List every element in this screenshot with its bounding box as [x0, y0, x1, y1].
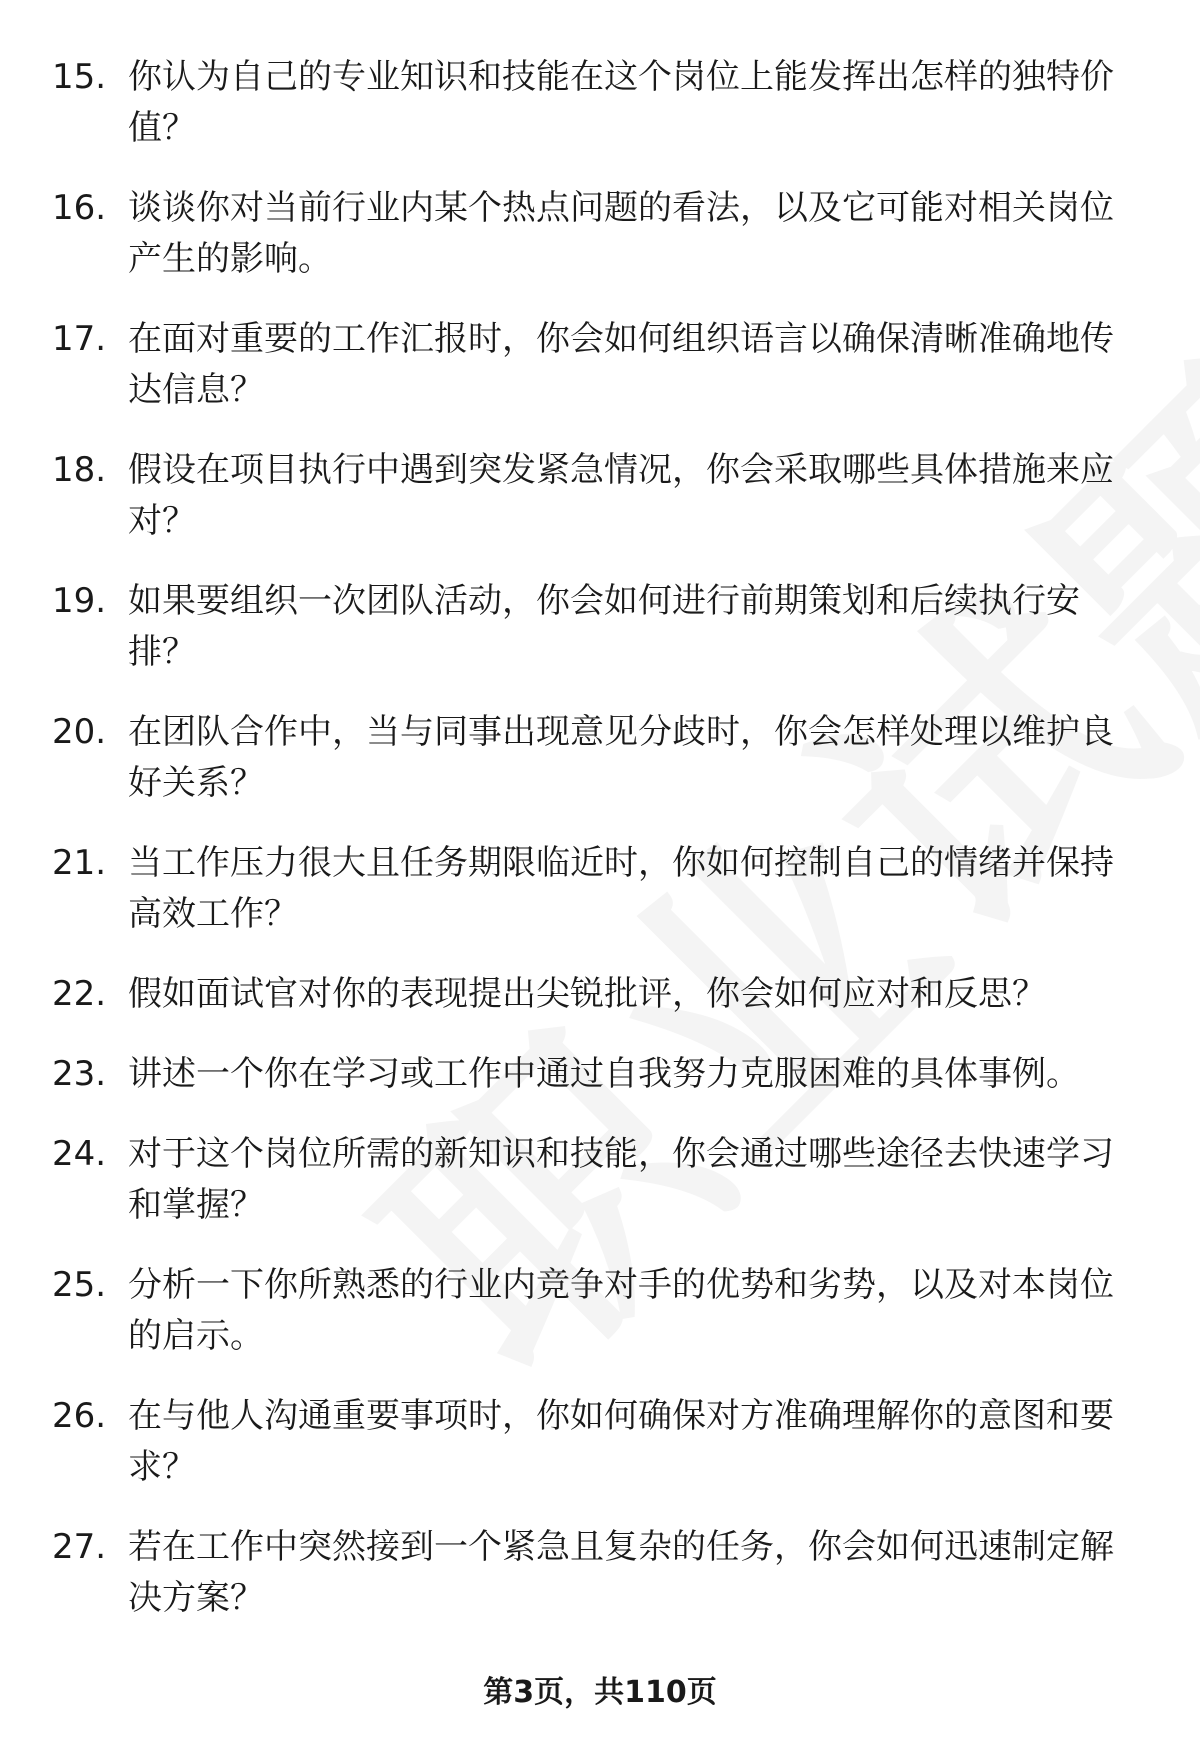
question-item [0, 1260, 1200, 1362]
question-number: 19. [52, 581, 107, 621]
question-number: 15. [52, 57, 107, 97]
question-text: 你认为自己的专业知识和技能在这个岗位上能发挥出怎样的独特价值？ [128, 57, 1114, 148]
question-text: 分析一下你所熟悉的行业内竞争对手的优势和劣势，以及对本岗位的启示。 [128, 1265, 1114, 1356]
question-number: 26. [52, 1396, 107, 1436]
question-number: 25. [52, 1265, 107, 1305]
question-item [0, 838, 1200, 940]
question-text: 假设在项目执行中遇到突发紧急情况，你会采取哪些具体措施来应对？ [128, 450, 1114, 541]
question-text: 对于这个岗位所需的新知识和技能，你会通过哪些途径去快速学习和掌握？ [128, 1134, 1114, 1225]
question-number: 16. [52, 188, 107, 228]
question-item [0, 707, 1200, 809]
question-number: 20. [52, 712, 107, 752]
question-text: 在面对重要的工作汇报时，你会如何组织语言以确保清晰准确地传达信息？ [128, 319, 1114, 410]
question-number: 27. [52, 1527, 107, 1567]
question-number: 21. [52, 843, 107, 883]
question-number: 22. [52, 974, 107, 1014]
question-text: 如果要组织一次团队活动，你会如何进行前期策划和后续执行安排？ [128, 581, 1080, 672]
question-item [0, 445, 1200, 547]
question-text: 讲述一个你在学习或工作中通过自我努力克服困难的具体事例。 [128, 1054, 1080, 1094]
question-list [0, 52, 1200, 1653]
question-text: 在与他人沟通重要事项时，你如何确保对方准确理解你的意图和要求？ [128, 1396, 1114, 1487]
question-text: 假如面试官对你的表现提出尖锐批评，你会如何应对和反思？ [128, 974, 1046, 1014]
question-text: 谈谈你对当前行业内某个热点问题的看法，以及它可能对相关岗位产生的影响。 [128, 188, 1114, 279]
question-item [0, 52, 1200, 154]
question-item [0, 969, 1200, 1020]
question-item [0, 1129, 1200, 1231]
question-text: 当工作压力很大且任务期限临近时，你如何控制自己的情绪并保持高效工作？ [128, 843, 1114, 934]
question-number: 24. [52, 1134, 107, 1174]
question-item [0, 1522, 1200, 1624]
question-text: 若在工作中突然接到一个紧急且复杂的任务，你会如何迅速制定解决方案？ [128, 1527, 1114, 1618]
question-text: 在团队合作中，当与同事出现意见分歧时，你会怎样处理以维护良好关系？ [128, 712, 1114, 803]
question-number: 23. [52, 1054, 107, 1094]
question-number: 18. [52, 450, 107, 490]
question-item [0, 1391, 1200, 1493]
question-number: 17. [52, 319, 107, 359]
question-item [0, 576, 1200, 678]
page-number-footer: 第3页，共110页 [483, 1675, 717, 1710]
question-item [0, 314, 1200, 416]
question-item [0, 1049, 1200, 1100]
question-item [0, 183, 1200, 285]
